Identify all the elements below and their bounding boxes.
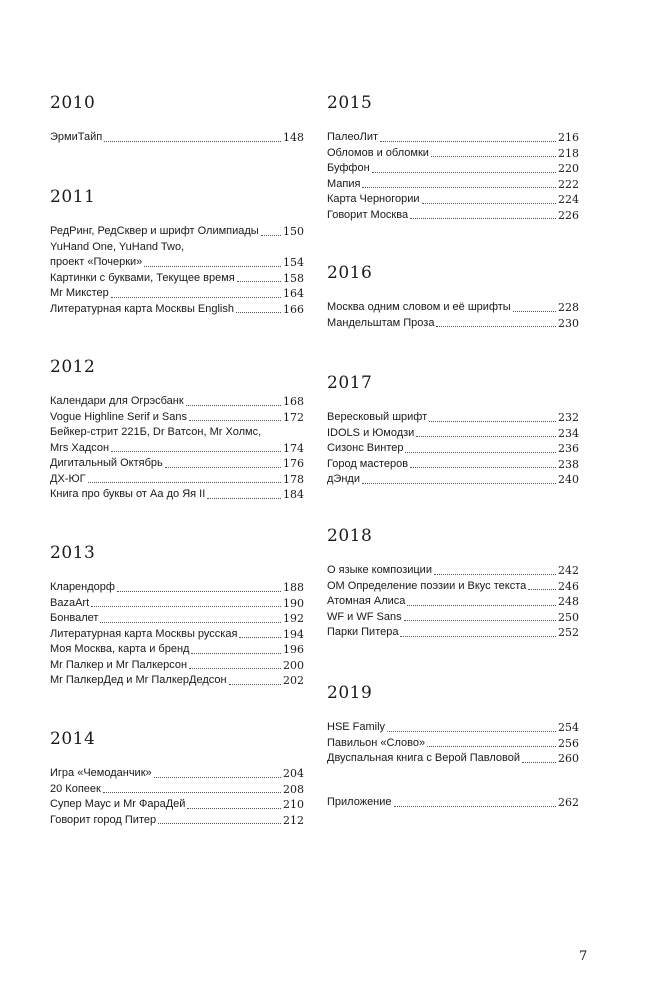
toc-entry[interactable] <box>50 130 304 146</box>
entry-title: ПалеоЛит <box>327 131 379 143</box>
entry-title: Приложение <box>327 796 392 808</box>
entry-title: Супер Маус и Mr ФараДей <box>50 798 186 810</box>
entry-title: Вересковый шрифт <box>327 411 428 423</box>
entry-title: Карта Черногории <box>327 193 420 205</box>
entry-page: 210 <box>283 798 304 811</box>
section-year: 2012 <box>50 357 96 377</box>
dot-leader <box>237 281 281 282</box>
entry-page: 236 <box>558 442 579 455</box>
entry-title: Картинки с буквами, Текущее время <box>50 271 235 284</box>
entry-page: 220 <box>558 162 579 175</box>
toc-entry[interactable] <box>50 487 304 503</box>
dot-leader <box>189 420 281 421</box>
toc-entry[interactable] <box>327 192 579 208</box>
toc-entry[interactable] <box>327 625 579 641</box>
entry-title: Кларендорф <box>50 581 115 593</box>
toc-section-2019 <box>327 683 579 767</box>
entry-title: Обломов и обломки <box>327 146 429 159</box>
dot-leader <box>111 451 281 452</box>
toc-entry[interactable] <box>50 456 304 472</box>
toc-entry[interactable] <box>50 813 304 829</box>
toc-entry[interactable] <box>50 782 304 798</box>
toc-entry[interactable] <box>50 224 304 240</box>
section-year: 2011 <box>50 187 96 207</box>
entry-page: 204 <box>283 767 304 780</box>
dot-leader <box>429 421 556 422</box>
toc-section-2012 <box>50 357 304 503</box>
dot-leader <box>416 436 556 437</box>
dot-leader <box>236 312 281 313</box>
dot-leader <box>431 156 556 157</box>
entry-page: 246 <box>558 579 579 593</box>
entry-page: 148 <box>283 131 304 144</box>
toc-appendix <box>327 795 579 811</box>
dot-leader <box>422 203 556 204</box>
dot-leader <box>91 606 281 607</box>
page-number: 7 <box>579 949 588 964</box>
toc-entry[interactable] <box>327 208 579 224</box>
entry-title-continued: проект «Почерки» <box>50 256 143 268</box>
section-year: 2018 <box>327 526 373 546</box>
dot-leader <box>207 498 281 499</box>
entry-page: 228 <box>558 301 579 314</box>
entry-title: Говорит город Питер <box>50 813 157 826</box>
dot-leader <box>427 746 556 747</box>
entry-page: 208 <box>283 782 304 796</box>
toc-entry[interactable] <box>327 579 579 595</box>
entry-page: 178 <box>283 472 304 486</box>
toc-entry[interactable] <box>327 720 579 736</box>
entry-title: Город мастеров <box>327 457 409 470</box>
entry-title: Бонвалет <box>50 612 99 624</box>
section-year: 2016 <box>327 263 373 283</box>
toc-entry[interactable] <box>50 658 304 674</box>
dot-leader <box>189 668 281 669</box>
dot-leader <box>187 808 281 809</box>
entry-title: ЭрмиТайп <box>50 131 103 143</box>
entry-page: 194 <box>283 627 304 641</box>
entry-page: 166 <box>283 302 304 316</box>
toc-entry[interactable] <box>50 394 304 410</box>
entry-page: 256 <box>558 736 579 750</box>
dot-leader <box>436 326 556 327</box>
toc-entry[interactable] <box>50 240 304 271</box>
entry-title: Атомная Алиса <box>327 595 406 607</box>
entry-page: 232 <box>558 411 579 424</box>
toc-entry[interactable] <box>327 146 579 162</box>
entry-title: Mr ПалкерДед и Mr ПалкерДедсон <box>50 674 227 686</box>
toc-entry[interactable] <box>50 627 304 643</box>
entry-page: 260 <box>558 752 579 765</box>
dot-leader <box>100 622 281 623</box>
dot-leader <box>261 235 281 236</box>
entry-title: Vogue Highline Serif и Sans <box>50 410 188 423</box>
entry-title-continued: Mrs Хадсон <box>50 441 110 454</box>
toc-entry[interactable] <box>327 736 579 752</box>
entry-page: 230 <box>558 316 579 330</box>
entry-title: Павильон «Слово» <box>327 736 426 749</box>
toc-entry[interactable] <box>327 472 579 488</box>
toc-entry[interactable] <box>327 751 579 767</box>
toc-entry[interactable] <box>50 642 304 658</box>
toc-entry[interactable] <box>327 457 579 473</box>
toc-entry[interactable] <box>327 410 579 426</box>
entry-title: Мандельштам Проза <box>327 316 435 329</box>
entry-page: 196 <box>283 643 304 656</box>
toc-entry[interactable] <box>327 130 579 146</box>
entry-title: WF и WF Sans <box>327 610 402 623</box>
entry-title: Mr Микстер <box>50 287 109 299</box>
toc-entry[interactable] <box>327 441 579 457</box>
dot-leader <box>513 311 556 312</box>
entry-page: 238 <box>558 457 579 471</box>
toc-entry[interactable] <box>327 563 579 579</box>
entry-page: 242 <box>558 564 579 577</box>
entry-title: ОМ Определение поэзии и Вкус текста <box>327 579 527 592</box>
dot-leader <box>410 467 556 468</box>
section-year: 2010 <box>50 93 96 113</box>
toc-entry[interactable] <box>327 594 579 610</box>
toc-entry[interactable] <box>50 596 304 612</box>
toc-entry[interactable] <box>327 177 579 193</box>
dot-leader <box>111 297 281 298</box>
entry-title: РедРинг, РедСквер и шрифт Олимпиады <box>50 225 259 237</box>
section-year: 2017 <box>327 373 373 393</box>
entry-page: 192 <box>283 612 304 625</box>
entry-title: Литературная карта Москвы русская <box>50 627 238 640</box>
dot-leader <box>165 467 281 468</box>
section-year: 2013 <box>50 543 96 563</box>
entry-page: 216 <box>558 131 579 144</box>
entry-title: Моя Москва, карта и бренд <box>50 643 190 655</box>
toc-entry[interactable] <box>50 580 304 596</box>
entry-page: 174 <box>283 441 304 455</box>
entry-title: HSE Family <box>327 721 386 733</box>
entry-page: 184 <box>283 488 304 501</box>
entry-page: 248 <box>558 595 579 608</box>
dot-leader <box>407 605 556 606</box>
toc-entry[interactable] <box>327 161 579 177</box>
toc-entry[interactable] <box>50 766 304 782</box>
toc-entry[interactable] <box>50 425 304 456</box>
entry-title: Дигитальный Октябрь <box>50 457 163 469</box>
entry-page: 176 <box>283 457 304 470</box>
entry-title: дЭнди <box>327 473 360 485</box>
toc-entry[interactable] <box>50 673 304 689</box>
toc-entry[interactable] <box>327 610 579 626</box>
dot-leader <box>522 762 556 763</box>
entry-title: Mr Палкер и Mr Палкерсон <box>50 658 188 671</box>
dot-leader <box>229 684 281 685</box>
entry-title: Мапия <box>327 177 361 190</box>
entry-page: 234 <box>558 426 579 440</box>
entry-title: IDOLS и Юмодзи <box>327 426 415 439</box>
entry-page: 222 <box>558 177 579 191</box>
entry-title: Парки Питера <box>327 626 399 638</box>
dot-leader <box>400 636 556 637</box>
toc-entry[interactable] <box>327 426 579 442</box>
toc-section-2017 <box>327 373 579 488</box>
entry-page: 212 <box>283 813 304 827</box>
entry-page: 164 <box>283 287 304 300</box>
entry-title: YuHand One, YuHand Two, <box>50 240 185 253</box>
dot-leader <box>104 141 281 142</box>
entry-page: 254 <box>558 721 579 734</box>
entry-title: Москва одним словом и её шрифты <box>327 301 511 313</box>
dot-leader <box>88 482 281 483</box>
entry-title: Двуспальная книга с Верой Павловой <box>327 752 521 764</box>
entry-page: 188 <box>283 581 304 594</box>
entry-page: 218 <box>558 146 579 160</box>
toc-section-2014 <box>50 729 304 828</box>
entry-title: Календари для Огрэсбанк <box>50 395 184 407</box>
dot-leader <box>191 653 281 654</box>
toc-section-2016 <box>327 263 579 331</box>
dot-leader <box>158 823 281 824</box>
entry-page: 250 <box>558 610 579 624</box>
toc-section-2013 <box>50 543 304 689</box>
entry-page: 252 <box>558 626 579 639</box>
toc-section-2011 <box>50 187 304 317</box>
entry-page: 202 <box>283 674 304 687</box>
entry-title: О языке композиции <box>327 564 432 576</box>
entry-page: 158 <box>283 271 304 285</box>
entry-title: 20 Копеек <box>50 782 101 795</box>
dot-leader <box>103 792 281 793</box>
toc-section-2018 <box>327 526 579 641</box>
toc-entry[interactable] <box>50 271 304 287</box>
entry-title: ДХ-ЮГ <box>50 472 86 485</box>
dot-leader <box>387 731 556 732</box>
dot-leader <box>239 637 281 638</box>
entry-page: 190 <box>283 596 304 610</box>
toc-entry[interactable] <box>50 410 304 426</box>
entry-title: Буффон <box>327 162 370 174</box>
toc-entry[interactable] <box>50 797 304 813</box>
toc-entry[interactable] <box>327 300 579 316</box>
dot-leader <box>144 266 281 267</box>
dot-leader <box>528 589 556 590</box>
entry-page: 240 <box>558 473 579 486</box>
dot-leader <box>434 574 556 575</box>
entry-title: Книга про буквы от Аа до Яя II <box>50 488 206 500</box>
dot-leader <box>405 452 556 453</box>
entry-page: 262 <box>558 796 579 809</box>
toc-entry[interactable] <box>50 302 304 318</box>
entry-page: 168 <box>283 395 304 408</box>
dot-leader <box>380 141 556 142</box>
entry-title: Игра «Чемоданчик» <box>50 767 152 779</box>
toc-section-2015 <box>327 93 579 223</box>
entry-title: Литературная карта Москвы English <box>50 302 234 315</box>
entry-title: Сизонс Винтер <box>327 442 404 454</box>
section-year: 2019 <box>327 683 373 703</box>
entry-title: Бейкер-стрит 221Б, Dr Ватсон, Mr Холмс, <box>50 426 262 438</box>
toc-entry[interactable] <box>327 795 579 811</box>
dot-leader <box>362 187 556 188</box>
toc-entry[interactable] <box>327 316 579 332</box>
entry-page: 150 <box>283 225 304 238</box>
entry-page: 172 <box>283 410 304 424</box>
entry-page: 226 <box>558 208 579 222</box>
entry-page: 200 <box>283 658 304 672</box>
toc-section-2010 <box>50 93 304 146</box>
dot-leader <box>404 620 556 621</box>
entry-title: Говорит Москва <box>327 208 409 221</box>
dot-leader <box>394 806 556 807</box>
dot-leader <box>410 218 556 219</box>
section-year: 2015 <box>327 93 373 113</box>
toc-entry[interactable] <box>50 472 304 488</box>
dot-leader <box>117 591 281 592</box>
entry-page: 224 <box>558 193 579 206</box>
toc-entry[interactable] <box>50 286 304 302</box>
toc-entry[interactable] <box>50 611 304 627</box>
dot-leader <box>362 483 556 484</box>
dot-leader <box>372 172 556 173</box>
entry-title: BazaArt <box>50 596 90 609</box>
entry-page: 154 <box>283 256 304 269</box>
dot-leader <box>186 405 281 406</box>
section-year: 2014 <box>50 729 96 749</box>
dot-leader <box>154 777 281 778</box>
